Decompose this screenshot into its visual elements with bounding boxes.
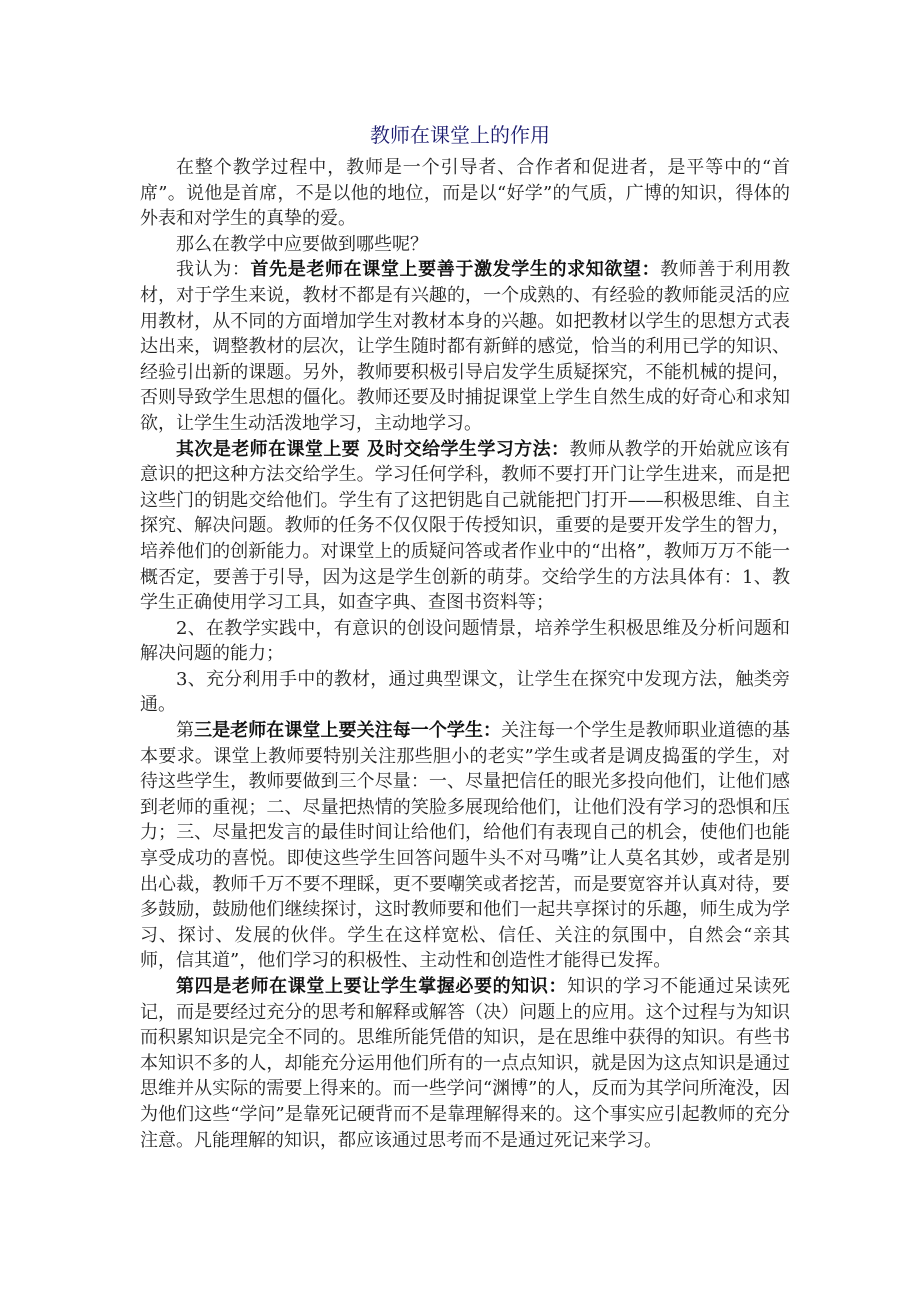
body-text: 第 bbox=[176, 720, 195, 742]
paragraph bbox=[140, 616, 790, 667]
body-text: 关注每一个学生是教师职业道德的基本要求。课堂上教师要特别关注那些胆小的老实”学生或者是调皮捣蛋的学生，对待这些学生，教师要做到三个尽量：一、尽量把信任的眼光多投向他们，让他们感到老师的重视；二、尽量把热情的笑脸多展现给他们，让他们没有学习的恐惧和压力；三、尽量把发言的最佳时间让给他们，给他们有表现自己的机会，使他们也能享受成功的喜悦。即使这些学生回答问题牛头不对马嘴”让人莫名其妙，或者是别出心裁，教师千万不要不理睬，更不要嘲笑或者挖苦，而是要宽容并认真对待，要多鼓励，鼓励他们继续探讨，这时教师要和他们一起共享探讨的乐趣，师生成为学习、探讨、发展的伙伴。学生在这样宽松、信任、关注的氛围中，自然会“亲其师，信其道”，他们学习的积极性、主动性和创造性才能得已发挥。 bbox=[140, 720, 791, 972]
bold-heading-text: 其次是老师在课堂上要 及时交给学生学习方法： bbox=[176, 438, 570, 460]
bold-heading-text: 首先是老师在课堂上要善于激发学生的求知欲望： bbox=[250, 259, 661, 281]
paragraph bbox=[140, 667, 790, 718]
paragraph bbox=[140, 232, 790, 258]
paragraph bbox=[140, 718, 790, 974]
body-text: 3、充分利用手中的教材，通过典型课文，让学生在探究中发现方法，触类旁通。 bbox=[140, 668, 790, 716]
paragraph bbox=[140, 155, 790, 232]
body-text: 教师善于利用教材，对于学生来说，教材不都是有兴趣的，一个成熟的、有经验的教师能灵活的应用教材，从不同的方面增加学生对教材本身的兴趣。如把教材以学生的思想方式表达出来，调整教材的层次，让学生随时都有新鲜的感觉，恰当的利用已学的知识、经验引出新的课题。另外，教师要积极引导启发学生质疑探究，不能机械的提问，否则导致学生思想的僵化。教师还要及时捕捉课堂上学生自然生成的好奇心和求知欲，让学生生动活泼地学习，主动地学习。 bbox=[140, 259, 790, 434]
body-text: 在整个教学过程中，教师是一个引导者、合作者和促进者，是平等中的“首席”。说他是首席，不是以他的地位，而是以“好学”的气质，广博的知识，得体的外表和对学生的真挚的爱。 bbox=[140, 157, 790, 230]
document-title: 教师在课堂上的作用 bbox=[370, 123, 550, 147]
document-body bbox=[140, 155, 790, 1153]
bold-heading-text: 三是老师在课堂上要关注每一个学生： bbox=[194, 720, 502, 742]
paragraph bbox=[140, 257, 790, 436]
body-text: 教师从教学的开始就应该有意识的把这种方法交给学生。学习任何学科，教师不要打开门让学生进来，而是把这些门的钥匙交给他们。学生有了这把钥匙自己就能把门打开——积极思维、自主探究、解决问题。教师的任务不仅仅限于传授知识，重要的是要开发学生的智力，培养他们的创新能力。对课堂上的质疑问答或者作业中的“出格”，教师万万不能一概否定，要善于引导，因为这是学生创新的萌芽。交给学生的方法具体有：1、教学生正确使用学习工具，如查字典、查图书资料等； bbox=[140, 438, 790, 614]
body-text: 知识的学习不能通过呆读死记，而是要经过充分的思考和解释或解答（决）问题上的应用。这个过程与为知识而积累知识是完全不同的。思维所能凭借的知识，是在思维中获得的知识。有些书本知识不多的人，却能充分运用他们所有的一点点知识，就是因为这点知识是通过思维并从实际的需要上得来的。而一些学问“渊博”的人，反而为其学问所淹没，因为他们这些“学问”是靠死记硬背而不是靠理解得来的。这个事实应引起教师的充分注意。凡能理解的知识，都应该通过思考而不是通过死记来学习。 bbox=[140, 976, 790, 1151]
paragraph bbox=[140, 437, 790, 616]
bold-heading-text: 第四是老师在课堂上要让学生掌握必要的知识： bbox=[176, 976, 568, 997]
body-text: 我认为： bbox=[176, 259, 251, 281]
body-text: 2、在教学实践中，有意识的创设问题情景，培养学生积极思维及分析问题和解决问题的能力； bbox=[140, 617, 790, 665]
paragraph bbox=[140, 974, 790, 1153]
body-text: 那么在教学中应要做到哪些呢？ bbox=[176, 233, 428, 255]
